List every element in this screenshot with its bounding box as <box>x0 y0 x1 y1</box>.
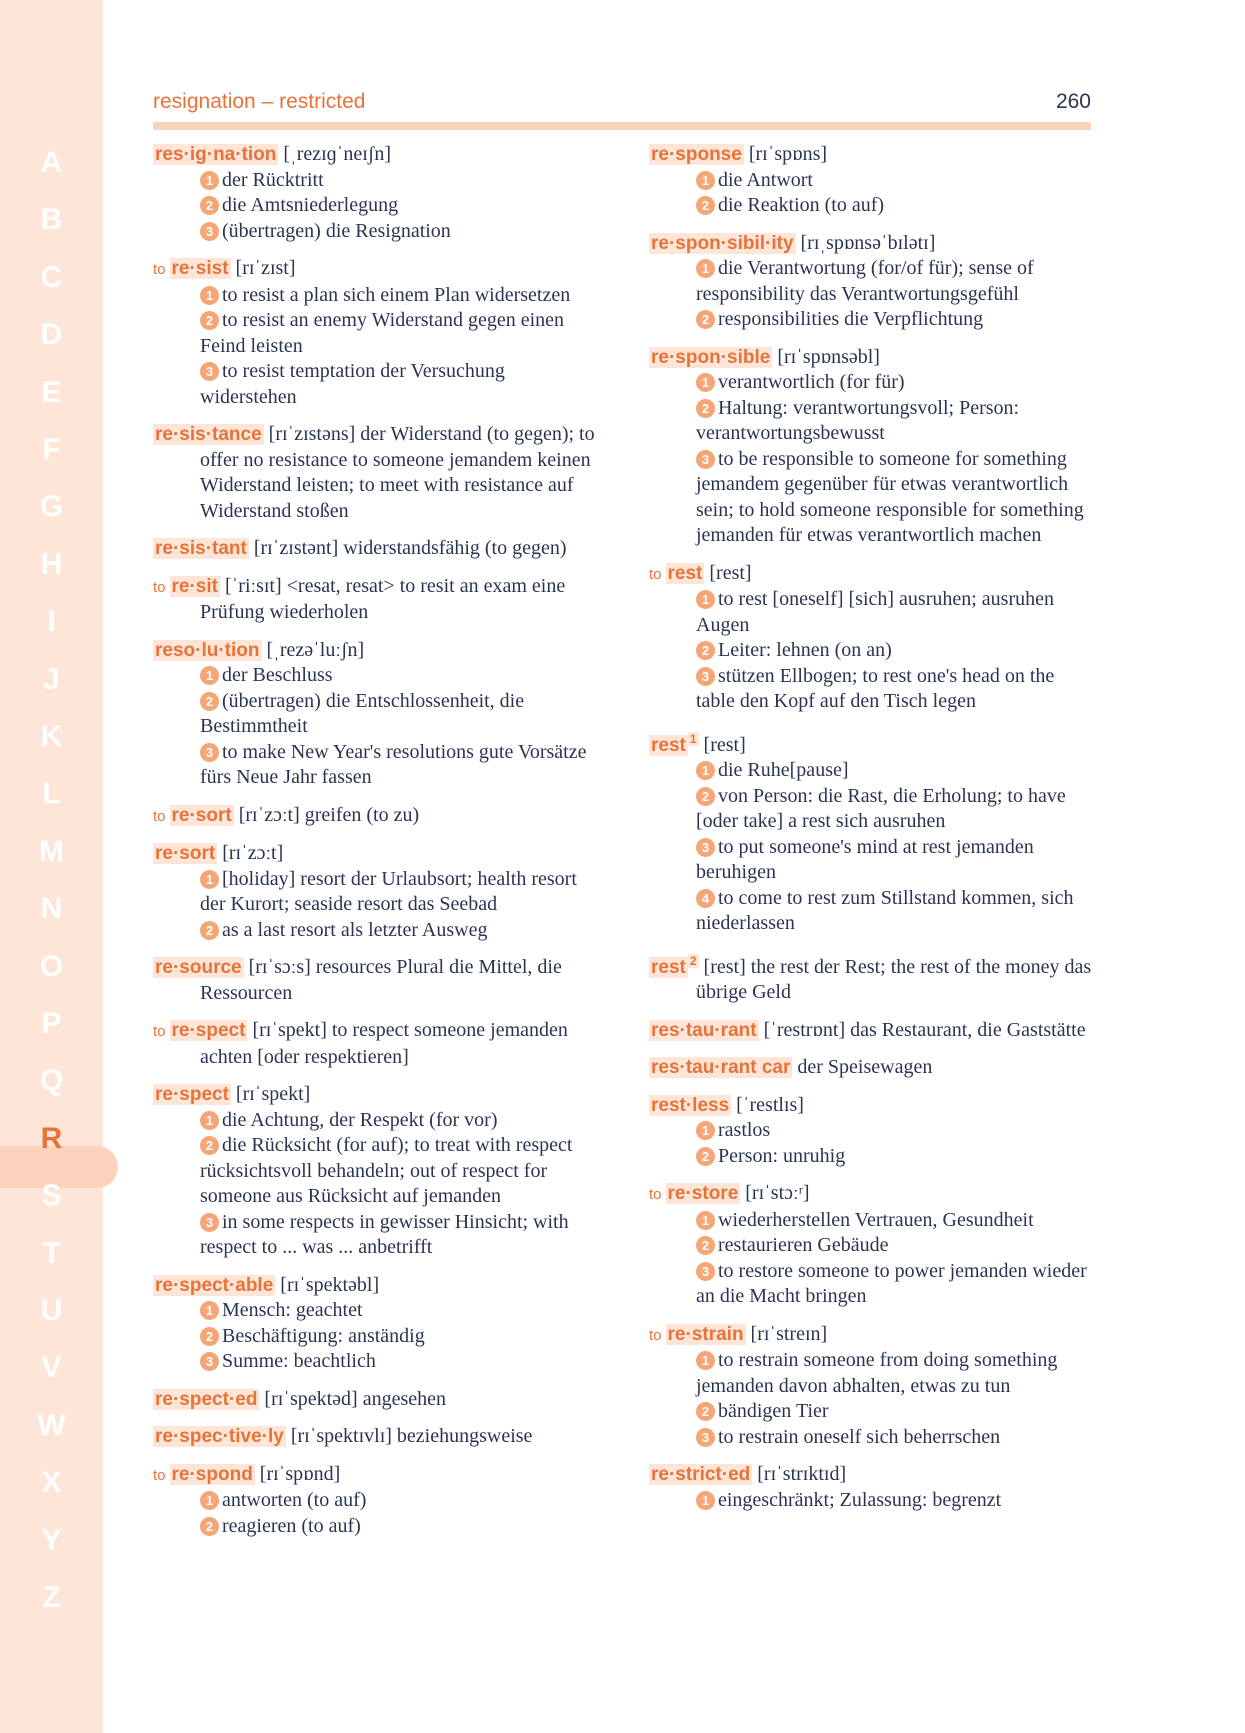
dictionary-entry <box>649 1018 1094 1044</box>
sense-number: 1 <box>200 870 219 889</box>
entry-prefix: to <box>153 807 166 825</box>
headword: re·sis·tant <box>155 538 247 559</box>
sense <box>696 638 1094 664</box>
right-column <box>649 142 1094 1525</box>
sense <box>696 1144 1094 1170</box>
thumb-letter[interactable]: H <box>40 547 63 581</box>
sense-number: 2 <box>696 641 715 660</box>
headword: re·store <box>667 1183 739 1204</box>
headword: re·sponse <box>651 144 742 165</box>
headword: re·spon·sible <box>651 346 771 368</box>
sense-text: Beschäftigung: anständig <box>222 1324 425 1347</box>
entry-text: [ˈrestlɪs] <box>731 1093 804 1116</box>
sense-text: [holiday] resort der Urlaubsort; health resort der Kurort; seaside resort das Seebad <box>200 867 577 915</box>
sense-text: to be responsible to someone for something jemandem gegenüber für etwas verantwortlich sein; to hold someone responsible for something jemanden für etwas verantwortlich machen <box>696 447 1084 546</box>
sense-number: 1 <box>200 1491 219 1510</box>
thumb-letter[interactable]: S <box>41 1179 62 1213</box>
sense <box>200 359 598 410</box>
sense-number: 2 <box>696 787 715 806</box>
dictionary-entry <box>153 1387 598 1413</box>
homograph-number: 1 <box>689 731 697 746</box>
entry-text: [rɪˈspektəbl] <box>275 1273 380 1296</box>
entry-text: [rɪˈstɔːʳ] <box>740 1182 810 1204</box>
sense-text: to rest [oneself] [sich] ausruhen; ausruhen Augen <box>696 588 1054 636</box>
sense-text: to resist temptation der Versuchung widerstehen <box>200 360 505 408</box>
sense <box>200 1298 598 1324</box>
headword: re·spect <box>171 1020 246 1041</box>
thumb-letter[interactable]: N <box>40 892 63 926</box>
sense-number: 1 <box>200 171 219 190</box>
sense-number: 2 <box>200 1136 219 1155</box>
headword: re·spec·tive·ly <box>155 1426 284 1447</box>
headword: re·spect·able <box>155 1274 274 1296</box>
headword: re·sit <box>171 575 218 597</box>
sense-text: die Amtsniederlegung <box>222 194 399 216</box>
entry-text: [rɪˈspekt] <box>230 1083 311 1105</box>
sense-number: 3 <box>696 1428 715 1447</box>
headword: re·strain <box>667 1323 744 1345</box>
sense <box>200 1514 598 1540</box>
dictionary-entry <box>153 638 598 791</box>
sense <box>200 1133 598 1210</box>
sense-number: 2 <box>696 399 715 418</box>
thumb-letter[interactable]: E <box>41 375 62 409</box>
headword: re·sort <box>171 804 232 826</box>
sense-text: die Antwort <box>718 168 813 191</box>
entry-text: [rɪˈspɒnd] <box>254 1462 341 1485</box>
entry-text: der Speisewagen <box>792 1056 933 1078</box>
entry-text: [ˈriːsɪt] <resat, resat> to resit an exam eine Prüfung wiederholen <box>200 574 566 623</box>
left-column <box>153 142 598 1551</box>
headword: reso·lu·tion <box>155 639 260 661</box>
headword: re·spect·ed <box>155 1388 258 1410</box>
entry-prefix: to <box>153 1466 166 1484</box>
thumb-letter[interactable]: O <box>39 949 64 983</box>
dictionary-entry <box>649 561 1094 715</box>
thumb-letter[interactable]: F <box>42 433 61 466</box>
sense <box>200 1488 598 1514</box>
sense <box>696 193 1094 219</box>
entry-text: [rɪˈzɪstənt] widerstandsfähig (to gegen) <box>248 537 567 559</box>
sense-text: to resist a plan sich einem Plan widersetzen <box>222 283 571 306</box>
dictionary-entry <box>153 803 598 830</box>
sense <box>696 1118 1094 1144</box>
sense-text: responsibilities die Verpflichtung <box>718 308 984 330</box>
dictionary-entry <box>153 256 598 410</box>
sense-text: stützen Ellbogen; to rest one's head on the table den Kopf auf den Tisch legen <box>696 664 1055 712</box>
sense-number: 3 <box>200 1213 219 1232</box>
dictionary-entry <box>153 1273 598 1375</box>
sense <box>200 918 598 944</box>
sense <box>696 168 1094 194</box>
sense <box>696 370 1094 396</box>
dictionary-entry <box>153 422 598 524</box>
entry-text: [rɪˈsɔːs] resources Plural die Mittel, die Ressourcen <box>200 956 562 1004</box>
headword: re·source <box>155 957 242 978</box>
thumb-letter[interactable]: Q <box>39 1064 64 1098</box>
thumb-letter[interactable]: J <box>43 662 60 696</box>
sense-text: rastlos <box>718 1119 771 1141</box>
thumb-letter[interactable]: X <box>41 1466 62 1500</box>
dictionary-entry <box>153 1424 598 1450</box>
sense-number: 2 <box>200 692 219 711</box>
thumb-letter[interactable]: I <box>47 605 56 639</box>
entry-text: [rest] the rest der Rest; the rest of the money das übrige Geld <box>696 955 1092 1003</box>
headword: re·spond <box>171 1463 253 1485</box>
sense <box>696 307 1094 333</box>
sense-text: Mensch: geachtet <box>222 1299 363 1321</box>
sense-text: bändigen Tier <box>718 1400 829 1422</box>
thumb-letter[interactable]: U <box>40 1294 63 1327</box>
sense-number: 4 <box>696 889 715 908</box>
sense-text: to put someone's mind at rest jemanden beruhigen <box>696 835 1034 883</box>
sense <box>696 1208 1094 1234</box>
sense-text: (übertragen) die Entschlossenheit, die Bestimmtheit <box>200 689 525 737</box>
entry-text: [rɪˈspekt] to respect someone jemanden achten [oder respektieren] <box>200 1019 568 1068</box>
entry-text: [ˌrezəˈluːʃn] <box>261 638 365 661</box>
sense-number: 3 <box>696 450 715 469</box>
sense-text: as a last resort als letzter Ausweg <box>222 918 488 941</box>
thumb-letter[interactable]: D <box>40 318 63 352</box>
sense <box>200 219 598 245</box>
thumb-letter[interactable]: C <box>40 260 63 294</box>
thumb-letter[interactable]: M <box>39 834 64 868</box>
sense-number: 2 <box>696 1236 715 1255</box>
sense-number: 1 <box>696 259 715 278</box>
thumb-letter[interactable]: G <box>39 490 64 524</box>
sense-text: reagieren (to auf) <box>222 1514 361 1537</box>
sense <box>696 1233 1094 1259</box>
headword: res·tau·rant car <box>651 1057 791 1078</box>
sense-number: 1 <box>696 1491 715 1510</box>
sense-number: 1 <box>696 373 715 392</box>
sense-number: 2 <box>696 1147 715 1166</box>
sense-text: Person: unruhig <box>718 1144 846 1167</box>
entry-text: [rɪˈspɒnsəbl] <box>772 345 880 368</box>
page-header <box>153 90 1091 116</box>
sense-number: 1 <box>696 171 715 190</box>
entry-text: [rɪˈspektɪvlɪ] beziehungsweise <box>285 1425 533 1447</box>
sense <box>696 447 1094 549</box>
entry-prefix: to <box>153 578 166 596</box>
dictionary-entry <box>153 1462 598 1540</box>
dictionary-entry <box>649 345 1094 549</box>
thumb-letter[interactable]: A <box>40 146 63 179</box>
sense <box>696 256 1094 307</box>
dictionary-entry <box>649 231 1094 333</box>
sense-text: to restore someone to power jemanden wieder an die Macht bringen <box>696 1259 1087 1307</box>
dictionary-entry <box>649 1055 1094 1081</box>
sense <box>696 886 1094 937</box>
sense <box>200 283 598 309</box>
headword: re·strict·ed <box>651 1464 751 1485</box>
sense <box>696 1425 1094 1451</box>
sense-number: 1 <box>696 1121 715 1140</box>
sense-number: 3 <box>696 838 715 857</box>
sense-text: (übertragen) die Resignation <box>222 219 451 242</box>
sense-text: to restrain someone from doing something jemanden davon abhalten, etwas zu tun <box>696 1349 1058 1397</box>
sense <box>696 1259 1094 1310</box>
thumb-letter[interactable]: W <box>37 1408 66 1442</box>
sense <box>696 784 1094 835</box>
sense-number: 1 <box>200 1301 219 1320</box>
dictionary-entry <box>649 1462 1094 1513</box>
thumb-letter[interactable]: T <box>42 1236 61 1270</box>
sense-number: 2 <box>200 1517 219 1536</box>
sense-number: 1 <box>200 666 219 685</box>
dictionary-entry <box>153 1082 598 1261</box>
entry-text: [rɪˈstrɪktɪd] <box>752 1463 847 1485</box>
dictionary-entry <box>153 955 598 1006</box>
sense-number: 1 <box>696 1351 715 1370</box>
sense-text: wiederherstellen Vertrauen, Gesundheit <box>718 1208 1034 1231</box>
sense <box>200 308 598 359</box>
sense <box>696 664 1094 715</box>
thumb-letter[interactable]: Z <box>42 1581 61 1614</box>
sense-number: 3 <box>200 362 219 381</box>
entry-text: [rɪˌspɒnsəˈbɪlətɪ] <box>795 231 936 254</box>
header-rule <box>153 122 1091 130</box>
entry-text: [rɪˈspektəd] angesehen <box>259 1387 447 1410</box>
dictionary-entry <box>649 949 1094 1006</box>
sense-number: 2 <box>696 310 715 329</box>
sense <box>200 740 598 791</box>
entry-text: [rest] <box>698 733 746 756</box>
headword: rest <box>667 562 703 584</box>
entry-prefix: to <box>153 261 166 278</box>
dictionary-entry <box>153 536 598 562</box>
entry-prefix: to <box>153 1023 166 1040</box>
dictionary-entry <box>153 142 598 244</box>
sense <box>696 1488 1094 1514</box>
headword: re·spon·sibil·ity <box>651 232 794 254</box>
sense-text: Summe: beachtlich <box>222 1350 376 1372</box>
sense-text: to restrain oneself sich beherrschen <box>718 1425 1001 1448</box>
thumb-letter[interactable]: B <box>40 203 63 237</box>
sense-text: in some respects in gewisser Hinsicht; with respect to ... was ... anbetrifft <box>200 1210 569 1258</box>
entry-text: [rɪˈstreɪn] <box>745 1322 828 1345</box>
thumb-letter[interactable]: L <box>42 777 61 811</box>
headword: rest <box>651 956 686 978</box>
entry-prefix: to <box>649 1186 662 1203</box>
sense-number: 3 <box>200 222 219 241</box>
headword: re·sis·tance <box>155 424 262 445</box>
headword: res·ig·na·tion <box>155 144 277 165</box>
sense <box>200 689 598 740</box>
sense-text: die Rücksicht (for auf); to treat with respect rücksichtsvoll behandeln; out of respect for someone aus Rücksicht auf jemanden <box>200 1134 573 1207</box>
sense-number: 3 <box>200 1352 219 1371</box>
entry-text: [rɪˈzɪst] <box>230 257 296 279</box>
sense <box>200 1324 598 1350</box>
sense <box>200 193 598 219</box>
sense-number: 2 <box>696 196 715 215</box>
sense-text: restaurieren Gebäude <box>718 1234 889 1256</box>
thumb-letter[interactable]: P <box>41 1007 62 1040</box>
sense-text: die Achtung, der Respekt (for vor) <box>222 1108 498 1131</box>
entry-prefix: to <box>649 1326 662 1344</box>
headword: re·sist <box>171 258 229 279</box>
sense-number: 1 <box>200 1111 219 1130</box>
entry-prefix: to <box>649 565 662 583</box>
sense-number: 3 <box>696 667 715 686</box>
sense <box>696 1348 1094 1399</box>
headword: re·spect <box>155 1084 229 1105</box>
sense-number: 2 <box>200 311 219 330</box>
sense-number: 1 <box>696 590 715 609</box>
dictionary-entry <box>153 574 598 626</box>
running-head: resignation – restricted <box>153 90 366 113</box>
sense-number: 1 <box>200 286 219 305</box>
headword: re·sort <box>155 843 216 864</box>
sense-number: 2 <box>696 1402 715 1421</box>
sense-text: von Person: die Rast, die Erholung; to have [oder take] a rest sich ausruhen <box>696 784 1066 832</box>
entry-text: [rɪˈspɒns] <box>743 143 828 165</box>
thumb-letter[interactable]: K <box>40 720 63 753</box>
sense-text: to resist an enemy Widerstand gegen einen Feind leisten <box>200 309 565 357</box>
sense <box>696 835 1094 886</box>
sense-text: die Reaktion (to auf) <box>718 194 885 216</box>
sense <box>200 663 598 689</box>
dictionary-entry <box>649 1093 1094 1170</box>
sense-number: 3 <box>200 743 219 762</box>
dictionary-entry <box>649 727 1094 937</box>
sense <box>200 1210 598 1261</box>
dictionary-entry <box>649 142 1094 219</box>
sense-text: to make New Year's resolutions gute Vorsätze fürs Neue Jahr fassen <box>200 740 587 788</box>
sense-text: die Ruhe[pause] <box>718 759 849 781</box>
dictionary-entry <box>649 1181 1094 1310</box>
dictionary-entry <box>153 1018 598 1070</box>
dictionary-entry <box>153 841 598 943</box>
sense-number: 1 <box>696 1211 715 1230</box>
entry-text: [rɪˈzɔːt] <box>217 842 284 864</box>
sense-number: 3 <box>696 1262 715 1281</box>
sense-text: antworten (to auf) <box>222 1489 367 1511</box>
entry-text: [rɪˈzɔːt] greifen (to zu) <box>233 803 420 826</box>
sense-text: verantwortlich (for für) <box>718 371 905 393</box>
dictionary-entry <box>649 1322 1094 1451</box>
sense <box>696 396 1094 447</box>
sense <box>696 1399 1094 1425</box>
headword: rest <box>651 734 686 756</box>
sense <box>696 758 1094 784</box>
sense-number: 2 <box>200 196 219 215</box>
sense-number: 2 <box>200 921 219 940</box>
entry-text: [ˌrezɪɡˈneɪʃn] <box>278 143 392 165</box>
thumb-letter[interactable]: V <box>41 1351 62 1385</box>
entry-text: [rest] <box>704 561 752 584</box>
sense-text: eingeschränkt; Zulassung: begrenzt <box>718 1488 1002 1511</box>
sense-text: Haltung: verantwortungsvoll; Person: verantwortungsbewusst <box>696 396 1020 444</box>
sense-text: die Verantwortung (for/of für); sense of responsibility das Verantwortungsgefühl <box>696 257 1034 305</box>
thumb-letter[interactable]: R <box>40 1121 63 1155</box>
sense <box>200 867 598 918</box>
headword: rest·less <box>651 1094 730 1116</box>
sense-number: 2 <box>200 1327 219 1346</box>
sense-text: der Beschluss <box>222 664 333 686</box>
sense-number: 1 <box>696 761 715 780</box>
sense <box>696 587 1094 638</box>
sense-text: to come to rest zum Stillstand kommen, sich niederlassen <box>696 886 1074 934</box>
entry-text: [ˈrestrɒnt] das Restaurant, die Gaststätte <box>758 1018 1086 1041</box>
sense <box>200 168 598 194</box>
homograph-number: 2 <box>689 953 697 968</box>
thumb-letter[interactable]: Y <box>41 1523 62 1557</box>
sense <box>200 1349 598 1375</box>
sense <box>200 1108 598 1134</box>
sense-text: der Rücktritt <box>222 168 324 191</box>
page-number: 260 <box>1055 90 1091 113</box>
headword: res·tau·rant <box>651 1019 757 1041</box>
sense-text: Leiter: lehnen (on an) <box>718 639 892 661</box>
entry-text: [rɪˈzɪstəns] der Widerstand (to gegen); to offer no resistance to someone jemandem keinen Widerstand leisten; to meet with resistance auf Widerstand stoßen <box>200 423 595 522</box>
